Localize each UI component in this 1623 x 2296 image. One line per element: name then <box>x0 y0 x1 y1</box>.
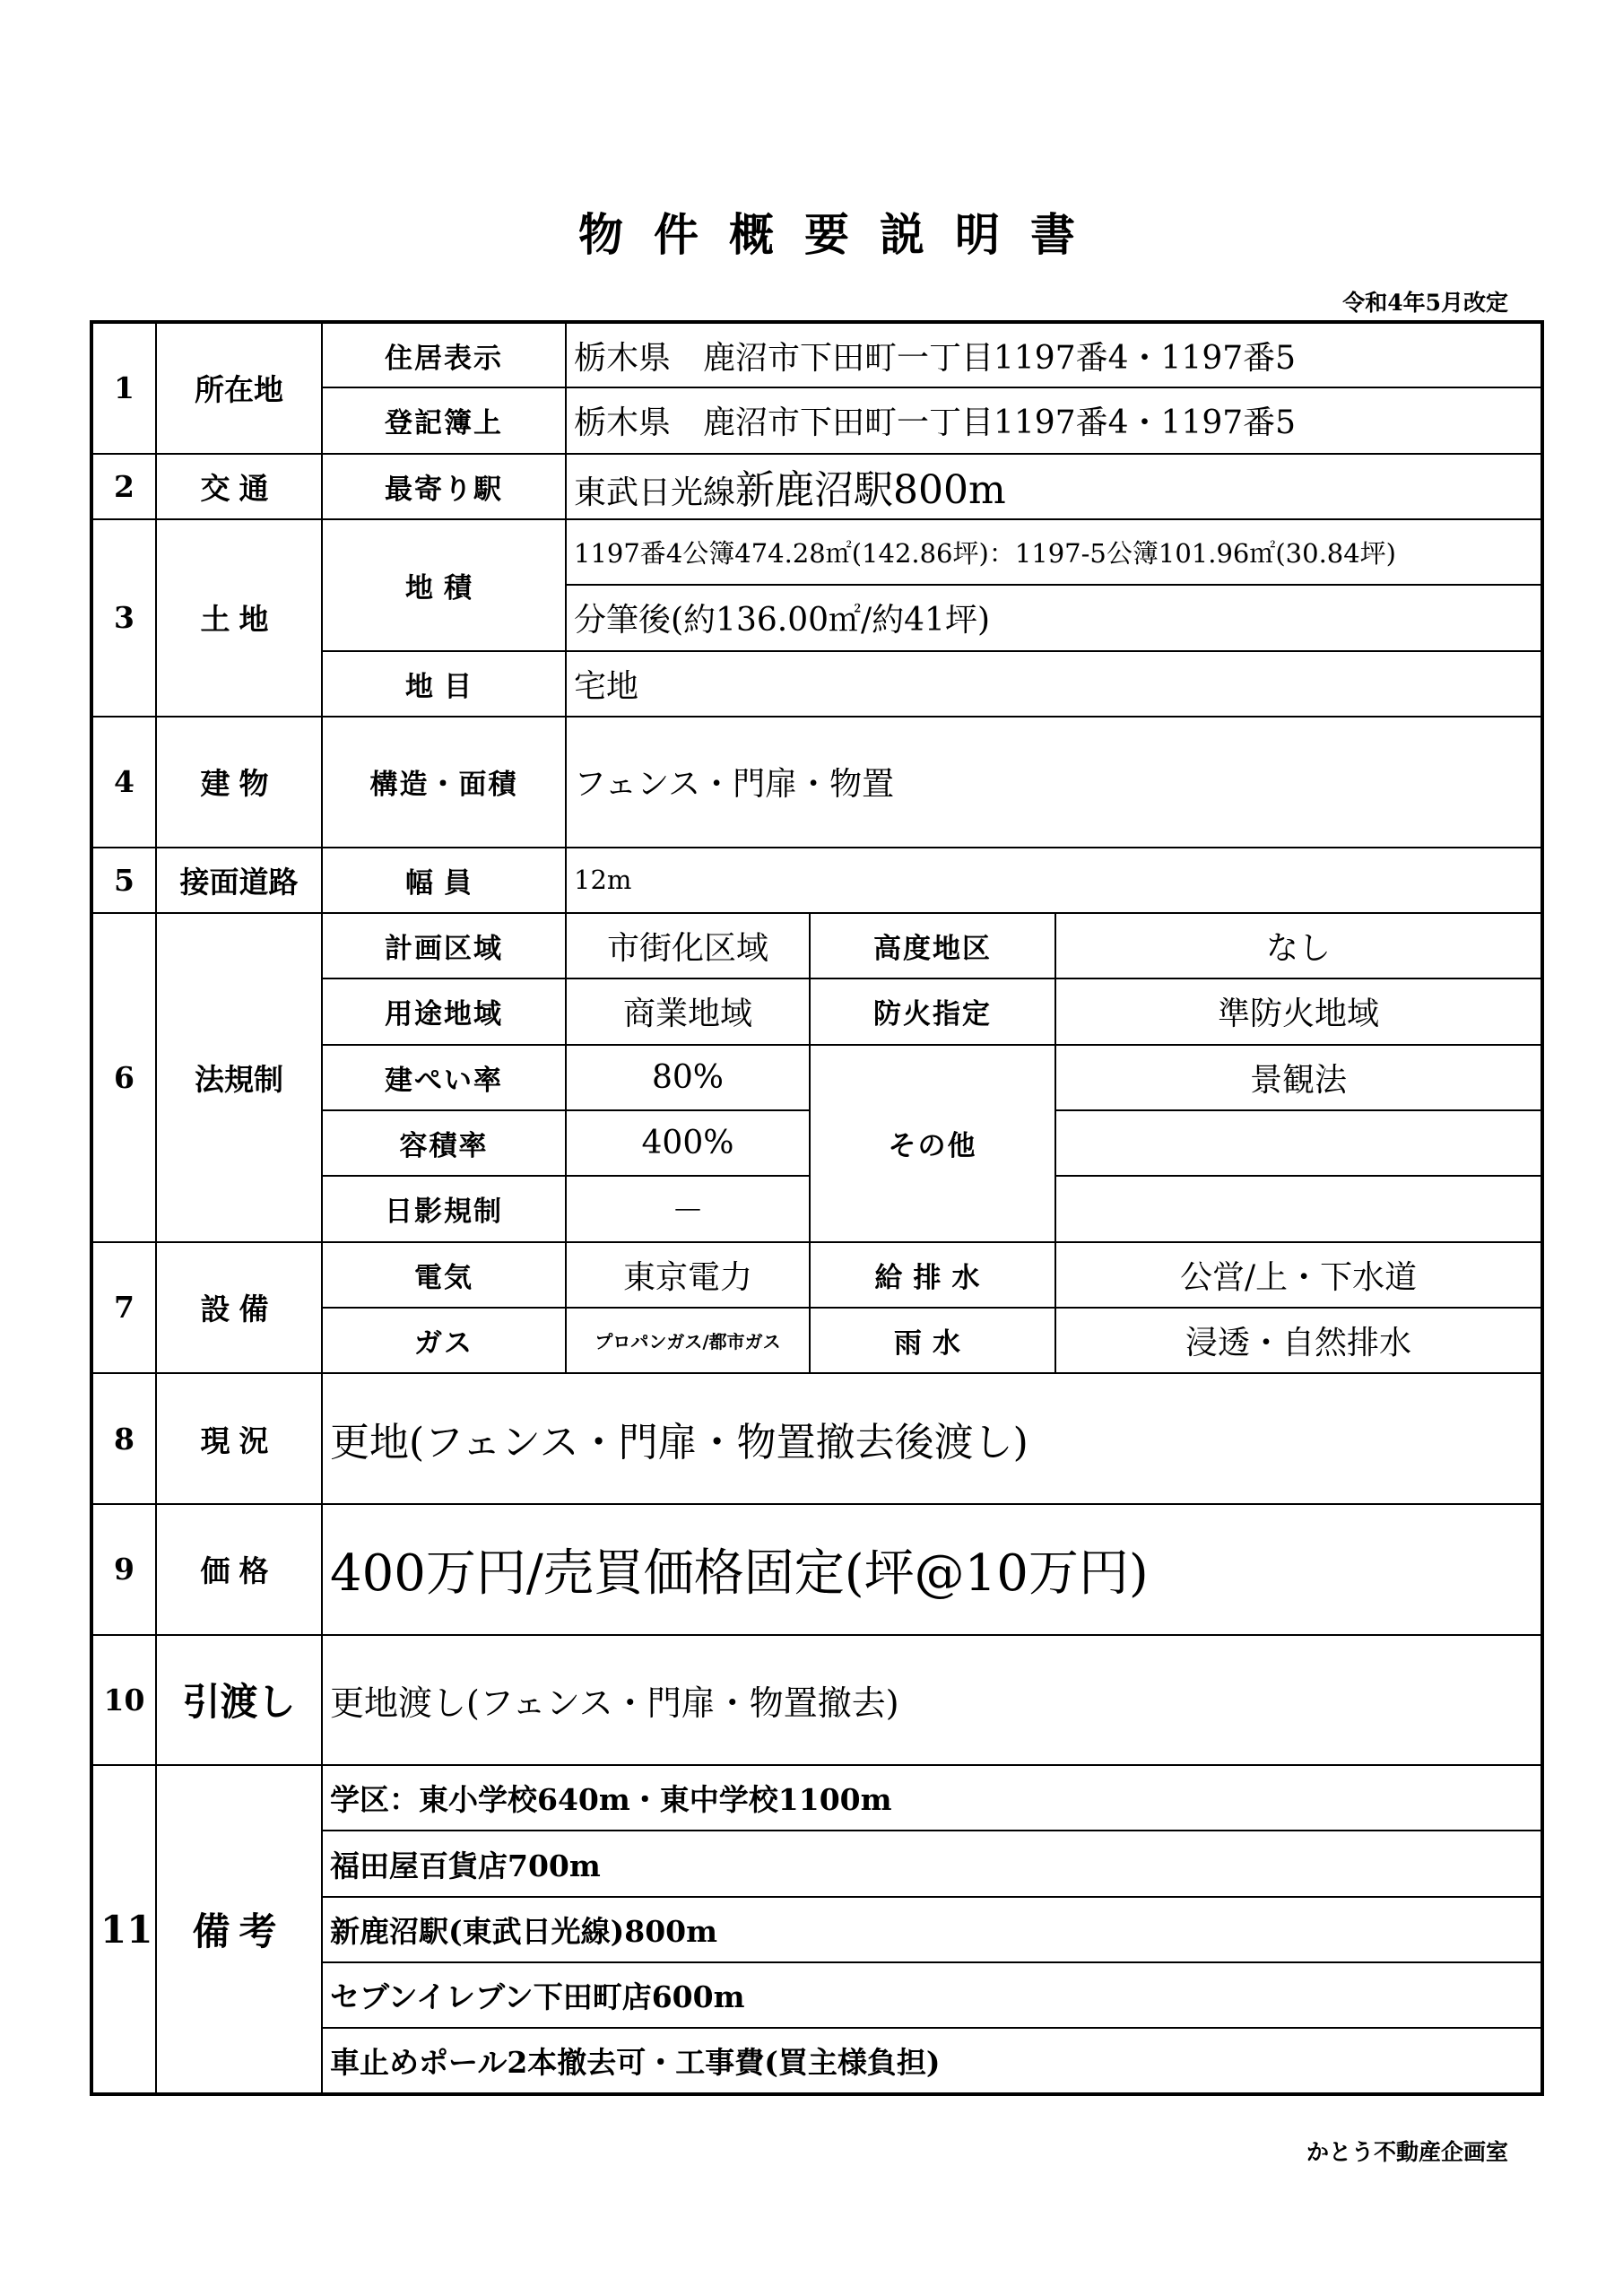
station-distance: 新鹿沼駅800m <box>735 467 1006 514</box>
value-floor-area-ratio: 400% <box>566 1110 810 1176</box>
row-regulation-1 <box>91 913 1542 978</box>
value-handover: 更地渡し(フェンス・門扉・物置撤去) <box>322 1635 1542 1766</box>
row-current-status <box>91 1373 1542 1504</box>
row-price <box>91 1504 1542 1635</box>
value-planning-area: 市街化区域 <box>566 913 810 978</box>
row-transport <box>91 454 1542 519</box>
row-number: 6 <box>91 913 156 1242</box>
value-other-regulation-1: 景観法 <box>1055 1045 1542 1110</box>
row-building <box>91 717 1542 848</box>
label-use-district: 用途地域 <box>322 978 566 1044</box>
value-use-district: 商業地域 <box>566 978 810 1044</box>
value-height-district: なし <box>1055 913 1542 978</box>
label-water-supply: 給排水 <box>810 1242 1055 1308</box>
value-structure-area: フェンス・門扉・物置 <box>566 717 1542 848</box>
label-other-regulations: その他 <box>810 1045 1055 1242</box>
row-number: 10 <box>91 1635 156 1766</box>
value-registry-address: 栃木県 鹿沼市下田町一丁目1197番4・1197番5 <box>566 387 1542 453</box>
label-nearest-station: 最寄り駅 <box>322 454 566 519</box>
label-land-area: 地積 <box>322 519 566 651</box>
value-price: 400万円/売買価格固定(坪@10万円) <box>322 1504 1542 1635</box>
row-number: 8 <box>91 1373 156 1504</box>
row-number: 3 <box>91 519 156 717</box>
value-gas: プロパンガス/都市ガス <box>566 1308 810 1373</box>
row-road <box>91 848 1542 913</box>
category-price: 価格 <box>156 1504 322 1635</box>
category-utilities: 設備 <box>156 1242 322 1374</box>
row-number: 4 <box>91 717 156 848</box>
label-electricity: 電気 <box>322 1242 566 1308</box>
row-utilities-1 <box>91 1242 1542 1308</box>
label-rainwater: 雨水 <box>810 1308 1055 1373</box>
category-transport: 交通 <box>156 454 322 519</box>
label-land-category: 地目 <box>322 651 566 717</box>
row-location-residential <box>91 322 1542 387</box>
revision-date: 令和4年5月改定 <box>1342 290 1508 316</box>
value-land-area-registry: 1197番4公簿474.28㎡(142.86坪)：1197-5公簿101.96㎡(30.84坪) <box>566 519 1542 585</box>
property-summary-table <box>90 320 1544 2096</box>
company-name: かとう不動産企画室 <box>1306 2139 1508 2165</box>
value-land-area-subdivided: 分筆後(約136.00㎡/約41坪) <box>566 585 1542 650</box>
row-number: 11 <box>91 1765 156 2094</box>
document-title: 物件概要説明書 <box>578 208 1106 261</box>
row-land-area-1 <box>91 519 1542 585</box>
label-height-district: 高度地区 <box>810 913 1055 978</box>
remark-item: 車止めポール2本撤去可・工事費(買主様負担) <box>322 2028 1542 2094</box>
label-floor-area-ratio: 容積率 <box>322 1110 566 1176</box>
value-shadow-regulation: － <box>566 1176 810 1241</box>
label-gas: ガス <box>322 1308 566 1373</box>
category-land: 土地 <box>156 519 322 717</box>
value-other-regulation-3 <box>1055 1176 1542 1241</box>
value-fire-designation: 準防火地域 <box>1055 978 1542 1044</box>
value-nearest-station <box>566 454 1542 519</box>
category-current-status: 現況 <box>156 1373 322 1504</box>
remark-item: 福田屋百貨店700m <box>322 1831 1542 1896</box>
value-current-status: 更地(フェンス・門扉・物置撤去後渡し) <box>322 1373 1542 1504</box>
value-other-regulation-2 <box>1055 1110 1542 1176</box>
category-regulation: 法規制 <box>156 913 322 1242</box>
value-electricity: 東京電力 <box>566 1242 810 1308</box>
remark-item: 学区：東小学校640m・東中学校1100m <box>322 1765 1542 1831</box>
row-number: 1 <box>91 322 156 454</box>
row-remarks-1 <box>91 1765 1542 1831</box>
value-building-coverage: 80% <box>566 1045 810 1110</box>
label-residential-address: 住居表示 <box>322 322 566 387</box>
value-road-width: 12m <box>566 848 1542 913</box>
remark-item: セブンイレブン下田町店600m <box>322 1962 1542 2028</box>
value-land-category: 宅地 <box>566 651 1542 717</box>
label-fire-designation: 防火指定 <box>810 978 1055 1044</box>
label-structure-area: 構造・面積 <box>322 717 566 848</box>
row-number: 9 <box>91 1504 156 1635</box>
category-road: 接面道路 <box>156 848 322 913</box>
label-building-coverage: 建ぺい率 <box>322 1045 566 1110</box>
label-shadow-regulation: 日影規制 <box>322 1176 566 1241</box>
category-handover: 引渡し <box>156 1635 322 1766</box>
value-water-supply: 公営/上・下水道 <box>1055 1242 1542 1308</box>
row-number: 5 <box>91 848 156 913</box>
row-number: 7 <box>91 1242 156 1374</box>
category-building: 建物 <box>156 717 322 848</box>
remark-item: 新鹿沼駅(東武日光線)800m <box>322 1897 1542 1962</box>
category-location: 所在地 <box>156 322 322 454</box>
label-registry-address: 登記簿上 <box>322 387 566 453</box>
row-number: 2 <box>91 454 156 519</box>
row-handover <box>91 1635 1542 1766</box>
category-remarks: 備考 <box>156 1765 322 2094</box>
value-residential-address: 栃木県 鹿沼市下田町一丁目1197番4・1197番5 <box>566 322 1542 387</box>
railway-line: 東武日光線 <box>574 474 736 512</box>
label-road-width: 幅員 <box>322 848 566 913</box>
value-rainwater: 浸透・自然排水 <box>1055 1308 1542 1373</box>
label-planning-area: 計画区域 <box>322 913 566 978</box>
